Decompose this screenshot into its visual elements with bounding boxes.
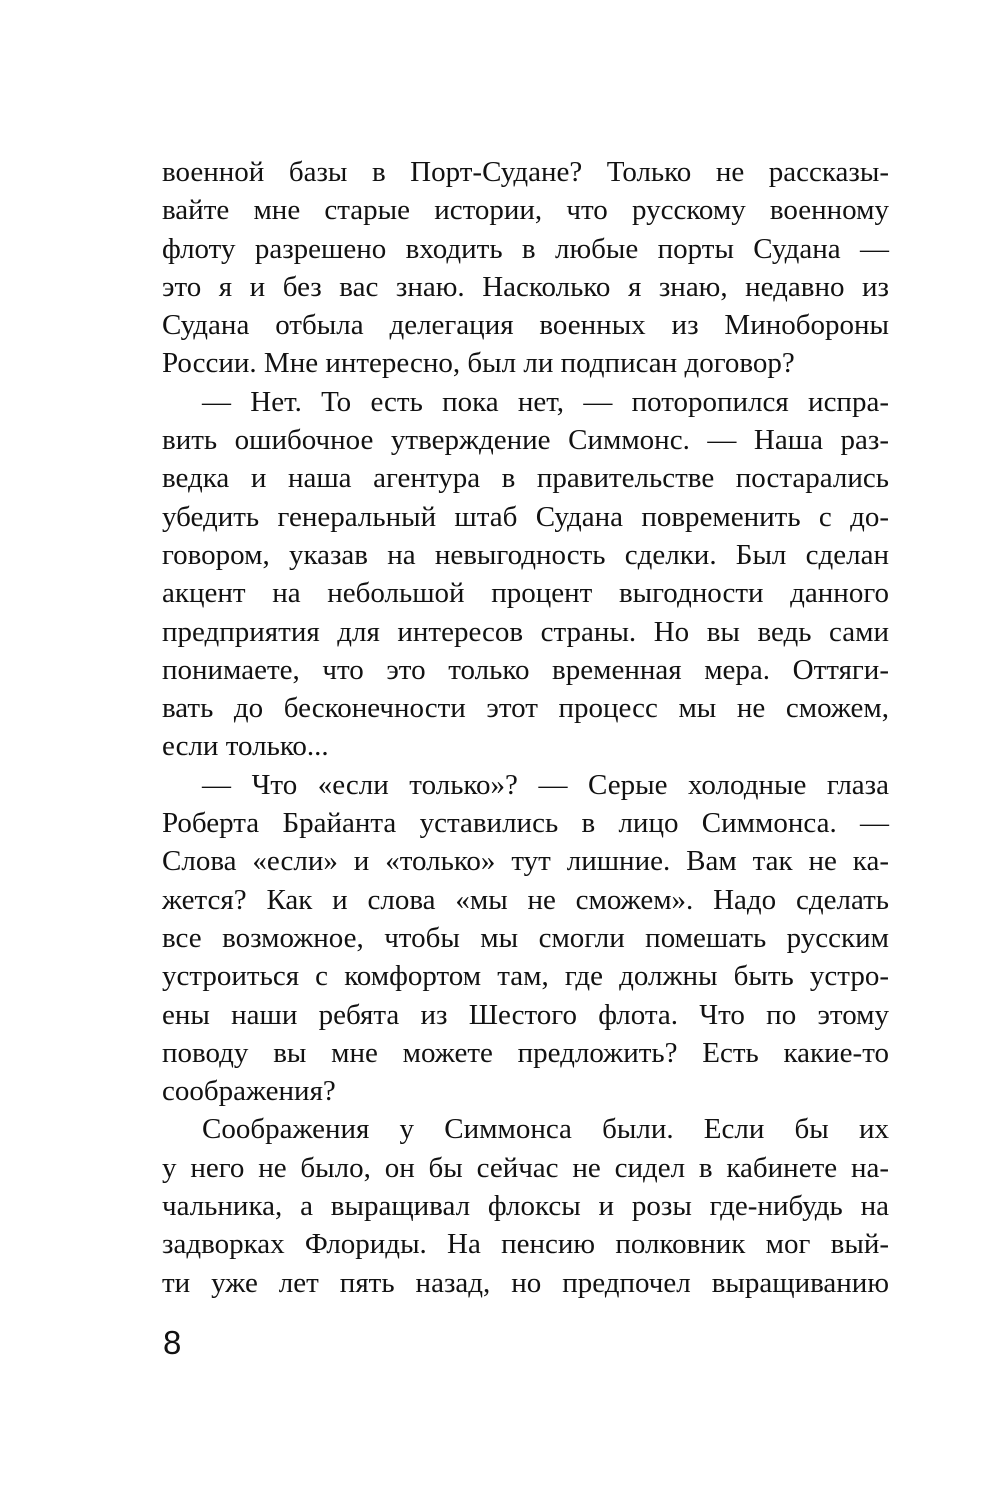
text-line: соображения?: [162, 1075, 336, 1108]
text-line: поводу вы мне можете предложить? Есть какие-то: [162, 1036, 889, 1069]
text-line: устроиться с комфортом там, где должны быть устро-: [162, 960, 889, 993]
text-line: жется? Как и слова «мы не сможем». Надо сделать: [162, 883, 889, 916]
text-line: это я и без вас знаю. Насколько я знаю, недавно из: [162, 270, 889, 303]
text-line: вайте мне старые истории, что русскому военному: [162, 194, 889, 227]
text-block: [162, 153, 889, 1302]
text-line: акцент на небольшой процент выгодности данного: [162, 577, 889, 610]
text-line: Соображения у Симмонса были. Если бы их: [202, 1113, 889, 1146]
text-line: чальника, а выращивал флоксы и розы где-нибудь на: [162, 1190, 889, 1223]
page-number: 8: [163, 1324, 182, 1361]
text-line: — Нет. То есть пока нет, — поторопился испра-: [202, 385, 889, 418]
text-line: ти уже лет пять назад, но предпочел выращиванию: [162, 1266, 889, 1299]
text-line: у него не было, он бы сейчас не сидел в кабинете на-: [162, 1151, 889, 1184]
text-line: если только...: [162, 730, 329, 763]
text-line: убедить генеральный штаб Судана повременить с до-: [162, 500, 889, 533]
text-line: России. Мне интересно, был ли подписан договор?: [162, 347, 795, 380]
text-line: все возможное, чтобы мы смогли помешать русским: [162, 921, 889, 954]
text-line: понимаете, что это только временная мера. Оттяги-: [162, 653, 889, 686]
text-line: вать до бесконечности этот процесс мы не сможем,: [162, 692, 889, 725]
text-line: ведка и наша агентура в правительстве постарались: [162, 462, 889, 495]
text-line: вить ошибочное утверждение Симмонс. — Наша раз-: [162, 424, 889, 457]
text-line: Слова «если» и «только» тут лишние. Вам так не ка-: [162, 845, 889, 878]
text-line: — Что «если только»? — Серые холодные глаза: [202, 768, 889, 801]
text-line: ены наши ребята из Шестого флота. Что по этому: [162, 998, 889, 1031]
text-line: флоту разрешено входить в любые порты Судана —: [162, 232, 889, 265]
text-line: Роберта Брайанта уставились в лицо Симмонса. —: [162, 807, 889, 840]
text-line: Судана отбыла делегация военных из Минобороны: [162, 309, 889, 342]
text-line: говором, указав на невыгодность сделки. Был сделан: [162, 538, 889, 571]
text-line: предприятия для интересов страны. Но вы ведь сами: [162, 615, 889, 648]
text-line: военной базы в Порт-Судане? Только не рассказы-: [162, 156, 889, 188]
text-line: задворках Флориды. На пенсию полковник мог вый-: [162, 1228, 889, 1261]
